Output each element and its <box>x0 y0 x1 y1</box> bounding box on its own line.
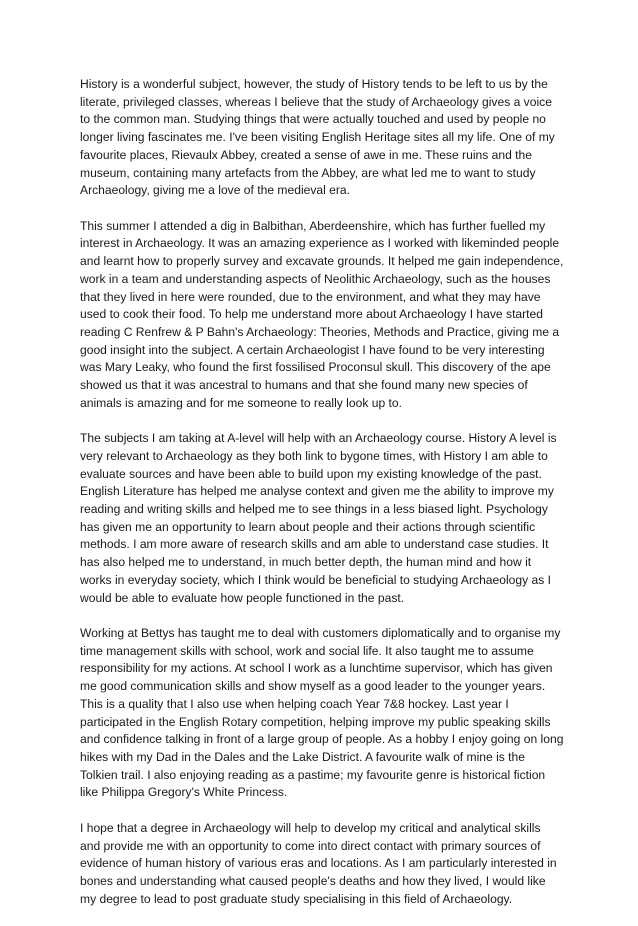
document-body <box>80 76 564 926</box>
paragraph-conclusion: I hope that a degree in Archaeology will help to develop my critical and analytical skills and provide me with an opportunity to come into direct contact with primary sources of evidence of human history of various eras and locations. As I am particularly interested in bones and understanding what caused people's deaths and how they lived, I would like my degree to lead to post graduate study specialising in this field of Archaeology. <box>80 820 557 906</box>
paragraph-work-and-hobbies: Working at Bettys has taught me to deal with customers diplomatically and to organise my time management skills with school, work and social life. It also taught me to assume responsibility for my actions. At school I work as a lunchtime supervisor, which has given me good communication skills and show myself as a good leader to the younger years. This is a quality that I also use when helping coach Year 7&8 hockey. Last year I participated in the English Rotary competition, helping improve my public speaking skills and confidence talking in front of a large group of people. As a hobby I enjoy going on long hikes with my Dad in the Dales and the Lake District. A favourite walk of mine is the Tolkien trail. I also enjoying reading as a pastime; my favourite genre is historical fiction like Philippa Gregory's White Princess. <box>80 626 564 800</box>
paragraph-a-level-subjects: The subjects I am taking at A-level will help with an Archaeology course. History A level is very relevant to Archaeology as they both link to bygone times, with History I am able to evaluate sources and have been able to build upon my existing knowledge of the past. English Literature has helped me analyse context and given me the ability to improve my reading and writing skills and helped me to see things in a less biased light. Psychology has given me an opportunity to learn about people and their actions through scientific methods. I am more aware of research skills and am able to understand case studies. It has also helped me to understand, in much better depth, the human mind and how it works in everyday society, which I think would be beneficial to studying Archaeology as I would be able to evaluate how people functioned in the past. <box>80 431 557 605</box>
paragraph-dig-experience: This summer I attended a dig in Balbithan, Aberdeenshire, which has further fuelled my interest in Archaeology. It was an amazing experience as I worked with likeminded people and learnt how to properly survey and excavate grounds. It helped me gain independence, work in a team and understanding aspects of Neolithic Archaeology, such as the houses that they lived in here were rounded, due to the environment, and what they may have used to cook their food. To help me understand more about Archaeology I have started reading C Renfrew & P Bahn's Archaeology: Theories, Methods and Practice, giving me a good insight into the subject. A certain Archaeologist I have found to be very interesting was Mary Leaky, who found the first fossilised Proconsul skull. This discovery of the ape showed us that it was ancestral to humans and that she found many new species of animals is amazing and for me someone to really look up to. <box>80 218 564 410</box>
paragraph-history-intro: History is a wonderful subject, however, the study of History tends to be left to us by the literate, privileged classes, whereas I believe that the study of Archaeology gives a voice to the common man. Studying things that were actually touched and used by people no longer living fascinates me. I've been visiting English Heritage sites all my life. One of my favourite places, Rievaulx Abbey, created a sense of awe in me. These ruins and the museum, containing many artefacts from the Abbey, are what led me to want to study Archaeology, giving me a love of the medieval era. <box>80 77 555 198</box>
